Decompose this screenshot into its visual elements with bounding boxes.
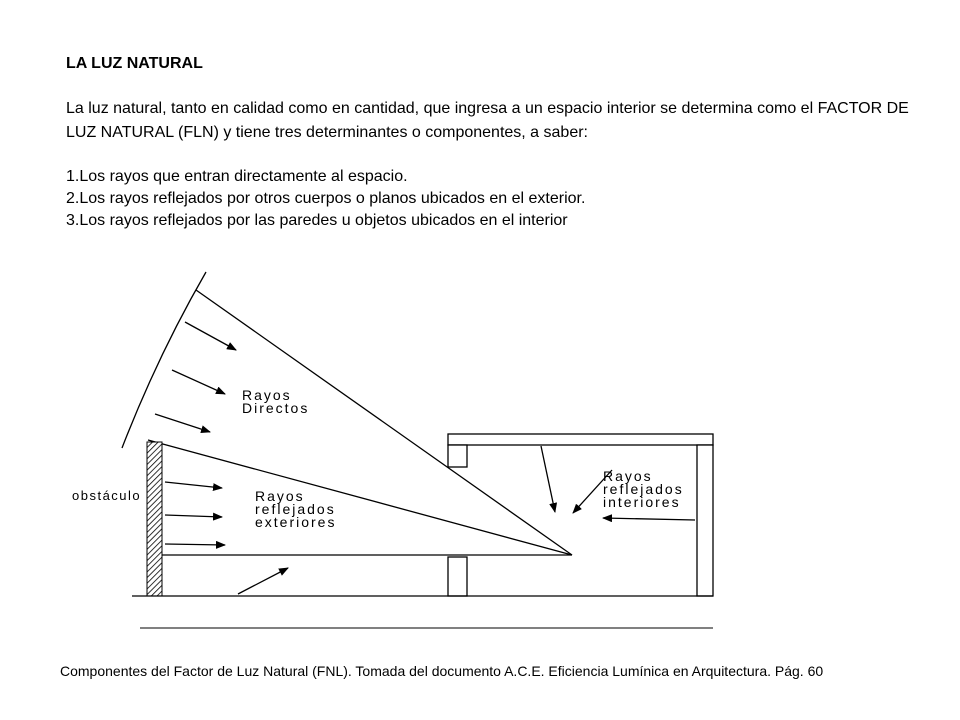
interior-rays-label: Rayos (603, 468, 653, 484)
building-back-wall (697, 445, 713, 596)
interior-ray-arrow (603, 518, 695, 520)
direct-rays-label: Directos (242, 400, 310, 416)
direct-rays-label: Rayos (242, 387, 292, 403)
component-item: 3.Los rayos reflejados por las paredes u objetos ubicados en el interior (66, 212, 568, 229)
direct-ray-arrow (172, 370, 225, 394)
interior-rays-label: interiores (603, 494, 681, 510)
exterior-rays-label: reflejados (255, 501, 336, 517)
ground-reflection-arrow (238, 568, 288, 594)
direct-cone-top-edge (196, 290, 572, 555)
direct-cone-bottom-edge (148, 440, 572, 555)
direct-ray-arrow (185, 322, 236, 350)
component-item: 1.Los rayos que entran directamente al espacio. (66, 168, 408, 185)
figure-caption: Componentes del Factor de Luz Natural (FNL). Tomada del documento A.C.E. Eficiencia Lumínica en Arquitectura. Pág. 60 (60, 663, 824, 679)
exterior-ray-arrow (165, 515, 222, 517)
window-lower-wall (448, 557, 467, 596)
exterior-rays-label: Rayos (255, 488, 305, 504)
building-roof (448, 434, 713, 445)
obstacle-wall (147, 442, 162, 596)
exterior-rays-label: exteriores (255, 514, 337, 530)
intro-paragraph: La luz natural, tanto en calidad como en cantidad, que ingresa a un espacio interior se determina como el FACTOR DE LUZ NATURAL (FLN) y tiene tres determinantes o componentes, a saber: (66, 100, 909, 141)
exterior-ray-arrow (165, 482, 222, 488)
exterior-ray-arrow (165, 544, 225, 545)
obstacle-label: obstáculo (72, 488, 142, 503)
interior-rays-label: reflejados (603, 481, 684, 497)
interior-ray-arrow (541, 446, 555, 512)
component-item: 2.Los rayos reflejados por otros cuerpos o planos ubicados en el exterior. (66, 190, 586, 207)
sky-vault-arc (122, 272, 206, 448)
direct-ray-arrow (155, 414, 210, 432)
page-title: LA LUZ NATURAL (66, 55, 203, 72)
window-upper-wall (448, 445, 467, 467)
